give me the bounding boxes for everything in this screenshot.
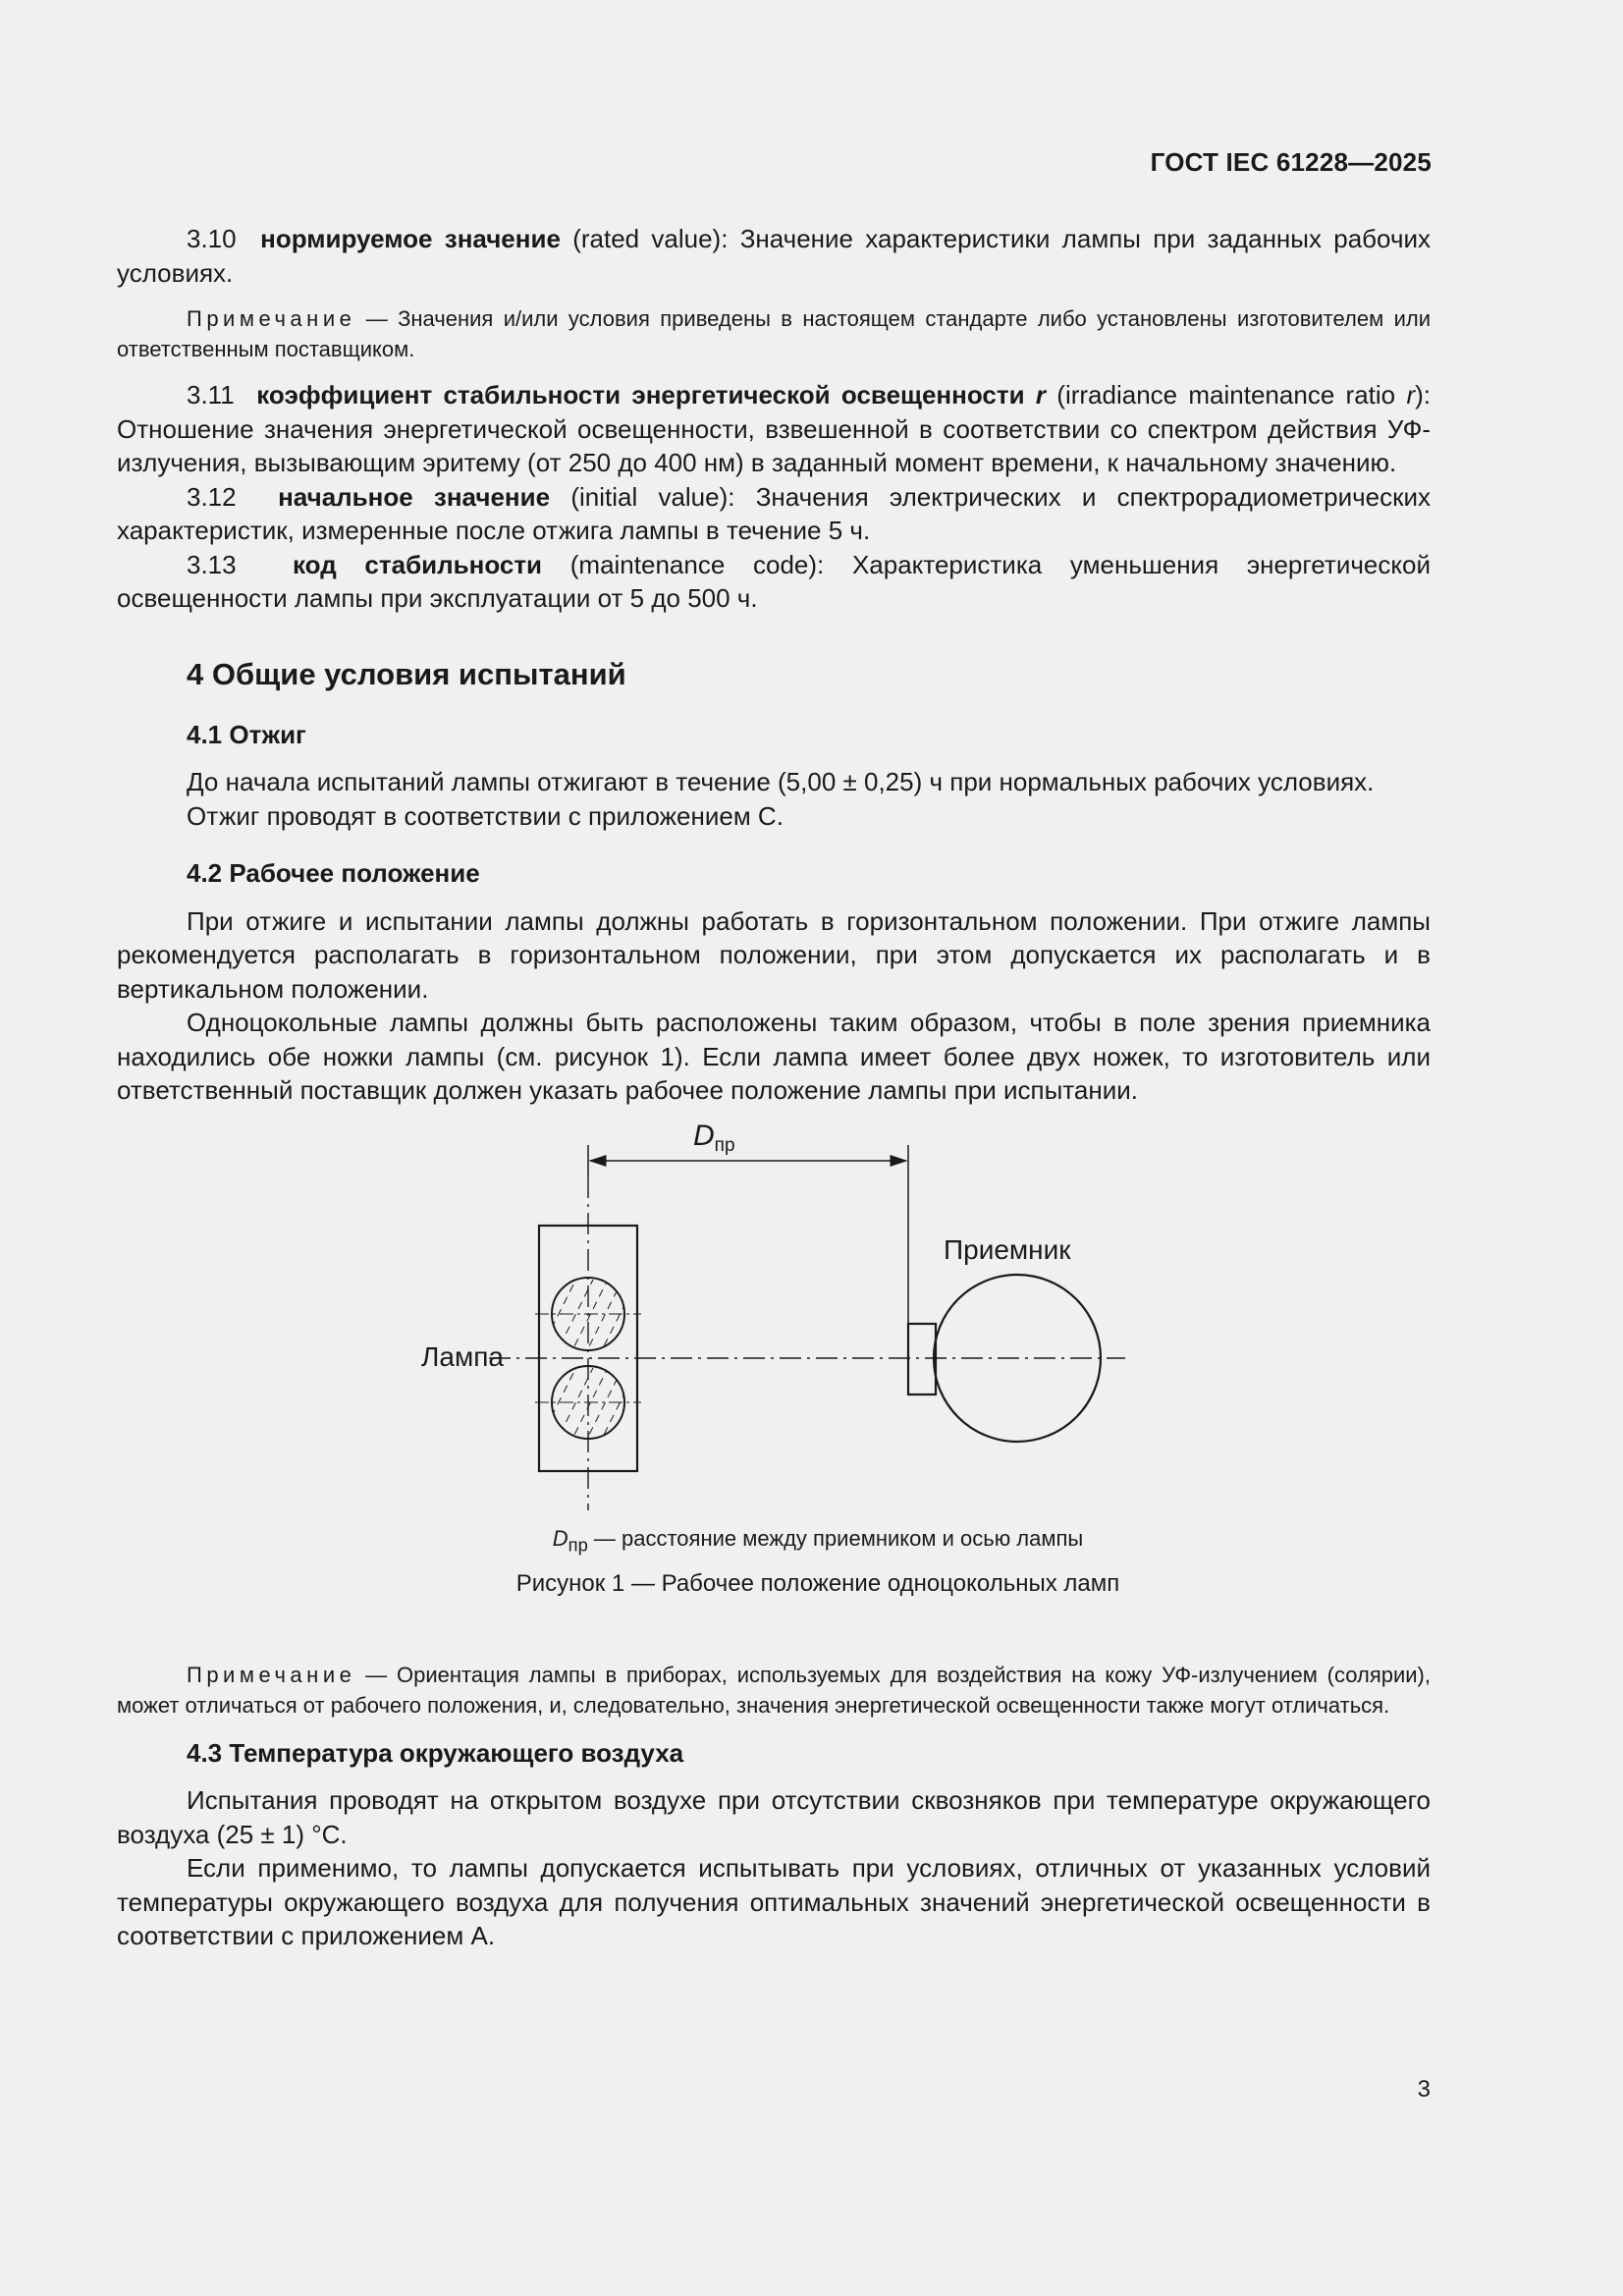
clause-number: 3.11 xyxy=(187,380,235,410)
paragraph: Одноцокольные лампы должны быть расположены таким образом, чтобы в поле зрения приемника находились обе ножки лампы (см. рисунок 1). Если лампа имеет более двух ножек, то изготовитель или ответственный поставщик должен указать рабочее положение лампы при испытании. xyxy=(117,1008,1431,1105)
figure-1 xyxy=(117,1118,1431,1638)
clause-english-end: ): xyxy=(1415,380,1431,410)
figure-legend xyxy=(117,1522,1431,1562)
clause-english-symbol: r xyxy=(1406,380,1416,410)
clause-definition: Значения электрических и спектрорадиометрических характеристик, измеренные после отжига лампы в течение 5 ч. xyxy=(117,481,1432,545)
clause-english: (maintenance code): xyxy=(569,549,825,579)
paragraph: Если применимо, то лампы допускается испытывать при условиях, отличных от указанных условий температуры окружающего воздуха для получения оптимальных значений энергетической освещенности в соответствии с приложением А. xyxy=(117,1853,1431,1950)
page-number: 3 xyxy=(1417,2076,1431,2103)
clause-term: код стабильности xyxy=(293,549,543,579)
figure-caption: Рисунок 1 — Рабочее положение одноцокольных ламп xyxy=(515,1569,1120,1597)
clause-3-12 xyxy=(117,480,1431,548)
clause-3-13 xyxy=(117,548,1431,616)
note-orientation xyxy=(117,1660,1431,1721)
paragraph: При отжиге и испытании лампы должны работать в горизонтальном положении. При отжиге лампы рекомендуется располагать в горизонтальном положении, при этом допускается их располагать и в вертикальном положении. xyxy=(117,905,1431,1004)
clause-symbol: r xyxy=(1035,380,1046,410)
note-text: — Значения и/или условия приведены в настоящем стандарте либо установлены изготовителем или ответственным поставщиком. xyxy=(117,306,1431,361)
clause-number: 3.13 xyxy=(187,549,237,579)
clause-number: 3.10 xyxy=(187,224,237,253)
note-label: Примечание xyxy=(187,1662,356,1687)
receiver-window xyxy=(908,1324,936,1394)
lamp-label: Лампа xyxy=(421,1340,504,1372)
document-header: ГОСТ IEC 61228—2025 xyxy=(1150,147,1432,177)
paragraph: Испытания проводят на открытом воздухе при отсутствии сквозняков при температуре окружающего воздуха (25 ± 1) °С. xyxy=(117,1785,1431,1849)
clause-term: нормируемое значение xyxy=(260,224,561,253)
legend-subscript: пр xyxy=(568,1533,588,1555)
subsection-heading-4-1: 4.1 Отжиг xyxy=(187,719,306,749)
clause-english: (irradiance maintenance ratio xyxy=(1056,380,1407,410)
subsection-heading-4-2: 4.2 Рабочее положение xyxy=(187,858,480,888)
section-heading-4: 4 Общие условия испытаний xyxy=(187,656,626,691)
subsection-heading-4-3: 4.3 Температура окружающего воздуха xyxy=(187,1737,684,1768)
paragraph: Отжиг проводят в соответствии с приложением С. xyxy=(187,800,784,831)
note-label: Примечание xyxy=(187,306,356,331)
clause-3-10 xyxy=(117,222,1431,290)
legend-symbol: D xyxy=(552,1525,568,1551)
clause-term: коэффициент стабильности энергетической освещенности xyxy=(256,380,1025,410)
paragraph: До начала испытаний лампы отжигают в течение (5,00 ± 0,25) ч при нормальных рабочих условиях. xyxy=(187,767,1375,796)
clause-definition: Значение характеристики лампы при заданных рабочих условиях. xyxy=(117,224,1432,288)
clause-definition: Характеристика уменьшения энергетической освещенности лампы при эксплуатации от 5 до 500 ч. xyxy=(117,549,1431,613)
clause-english: (initial value): xyxy=(570,481,735,512)
clause-3-11 xyxy=(117,378,1431,480)
clause-definition: Отношение значения энергетической освещенности, взвешенной в соответствии со спектром действия УФ-излучения, вызывающим эритему (от 250 до 400 нм) в заданный момент времени, к начальному значению. xyxy=(117,413,1431,477)
clause-number: 3.12 xyxy=(187,481,237,512)
page-content xyxy=(117,222,1431,1953)
clause-english: (rated value): xyxy=(572,224,729,253)
legend-text: — расстояние между приемником и осью лампы xyxy=(587,1525,1084,1551)
clause-term: начальное значение xyxy=(278,481,551,512)
dimension-label: $D_{пр}$ xyxy=(693,1119,735,1156)
note-text: — Ориентация лампы в приборах, используемых для воздействия на кожу УФ-излучением (солярии), может отличаться от рабочего положения, и, следовательно, значения энергетической освещенности также могут отличаться. xyxy=(117,1662,1431,1718)
note-terms xyxy=(117,303,1431,364)
receiver-label: Приемник xyxy=(944,1233,1071,1265)
